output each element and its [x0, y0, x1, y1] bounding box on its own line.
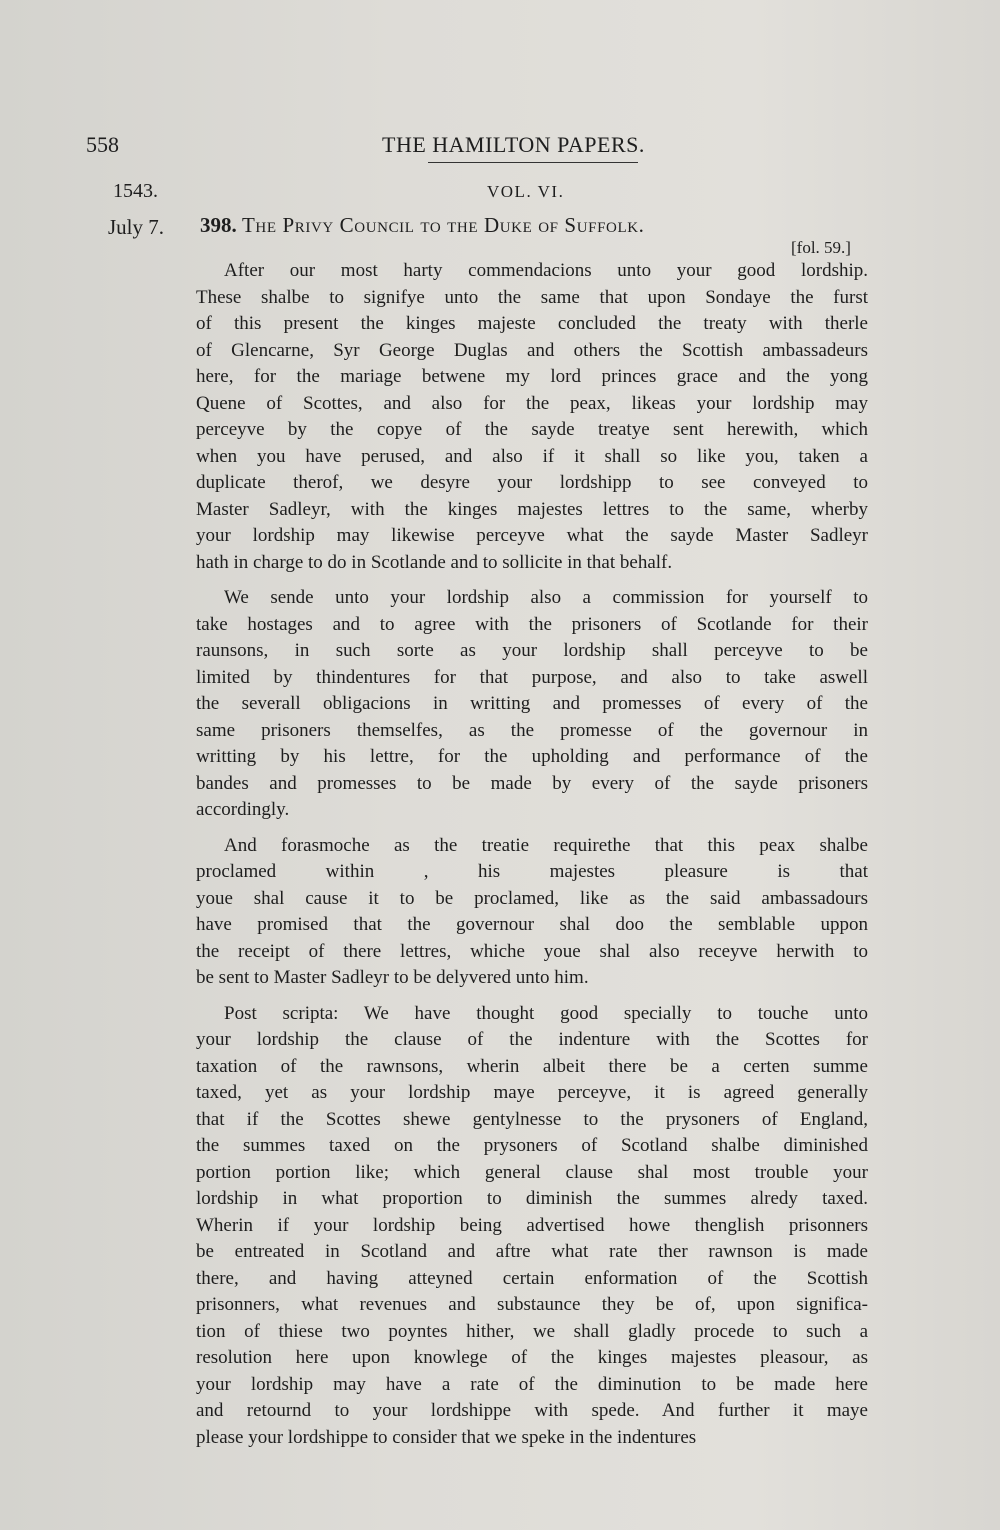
paragraph-gap [196, 992, 868, 1001]
text-line: when you have perused, and also if it shall so like you, taken a [196, 445, 868, 467]
text-line: same prisoners themselfes, as the promesse of the governour in [196, 719, 868, 741]
text-line: take hostages and to agree with the prisoners of Scotlande for their [196, 613, 868, 635]
letter-body [196, 258, 868, 1451]
text-line: taxed, yet as your lordship maye perceyve, it is agreed generally [196, 1082, 868, 1103]
paragraph [196, 833, 868, 992]
paragraph [196, 1001, 868, 1452]
text-line: taxation of the rawnsons, wherin albeit there be a certen summe [196, 1055, 868, 1077]
text-line: hath in charge to do in Scotlande and to sollicite in that behalf. [196, 551, 673, 573]
text-line: your lordship may have a rate of the diminution to be made here [196, 1373, 868, 1395]
text-line: perceyve by the copye of the sayde treatye sent herewith, which [196, 419, 868, 440]
text-line: proclamed within , his majestes pleasure is that [196, 861, 868, 882]
text-line: Quene of Scottes, and also for the peax, likeas your lordship may [196, 392, 868, 414]
text-line: limited by thindentures for that purpose, and also to take aswell [196, 666, 868, 688]
running-title: THE HAMILTON PAPERS. [382, 132, 645, 157]
paragraph-gap [196, 576, 868, 585]
text-line: bandes and promesses to be made by every of the sayde prisoners [196, 772, 868, 794]
volume-label: VOL. VI. [487, 182, 565, 201]
document-title: The Privy Council to the Duke of Suffolk. [242, 213, 645, 237]
text-line: the receipt of there lettres, whiche youe shal also receyve herwith to [196, 940, 868, 962]
page-number: 558 [86, 132, 119, 157]
text-line: prisonners, what revenues and substaunce they be of, upon significa- [196, 1294, 868, 1315]
text-line: here, for the mariage betwene my lord princes grace and the yong [196, 366, 868, 387]
text-line: Wherin if your lordship being advertised howe thenglish prisonners [196, 1214, 868, 1236]
text-line: Post scripta: We have thought good specially to touche unto [224, 1002, 868, 1024]
text-line: writting by his lettre, for the upholding and performance of the [196, 746, 868, 767]
document-heading [200, 213, 645, 238]
text-line: have promised that the governour shal doo the semblable uppon [196, 914, 868, 935]
text-line: After our most harty commendacions unto your good lordship. [224, 260, 868, 281]
paragraph [196, 258, 868, 576]
text-line: accordingly. [196, 799, 290, 820]
text-line: be sent to Master Sadleyr to be delyvered unto him. [196, 967, 589, 988]
text-line: be entreated in Scotland and aftre what rate ther rawnson is made [196, 1241, 868, 1262]
text-line: resolution here upon knowlege of the kinges majestes pleasour, as [196, 1347, 868, 1368]
text-line: tion of thiese two poyntes hither, we shall gladly procede to such a [196, 1320, 868, 1342]
text-line: lordship in what proportion to diminish the summes alredy taxed. [196, 1188, 868, 1209]
text-line: please your lordshippe to consider that we speke in the indentures [196, 1426, 697, 1448]
text-line: there, and having atteyned certain enformation of the Scottish [196, 1267, 868, 1289]
running-head [0, 128, 1000, 168]
year-margin: 1543. [113, 180, 158, 202]
text-line: of this present the kinges majeste concluded the treaty with therle [196, 313, 868, 334]
text-line: raunsons, in such sorte as your lordship shall perceyve to be [196, 640, 868, 661]
text-line: These shalbe to signifye unto the same that upon Sondaye the furst [196, 286, 868, 308]
text-line: the summes taxed on the prysoners of Scotland shalbe diminished [196, 1135, 868, 1156]
text-line: of Glencarne, Syr George Duglas and others the Scottish ambassadeurs [196, 339, 868, 361]
date-margin: July 7. [108, 215, 165, 239]
text-line: and retournd to your lordshippe with spede. And further it maye [196, 1400, 868, 1421]
text-line: Master Sadleyr, with the kinges majestes lettres to the same, wherby [196, 498, 868, 520]
text-line: We sende unto your lordship also a commission for yourself to [224, 587, 868, 608]
header-rule [428, 162, 638, 163]
text-line: youe shal cause it to be proclamed, like as the said ambassadours [196, 887, 868, 909]
text-line: And forasmoche as the treatie requirethe that this peax shalbe [224, 834, 868, 856]
text-line: the severall obligacions in writting and promesses of every of the [196, 693, 868, 714]
document-number: 398. [200, 213, 237, 237]
folio-reference: [fol. 59.] [791, 238, 851, 257]
text-line: your lordship may likewise perceyve what the sayde Master Sadleyr [196, 525, 868, 546]
text-line: that if the Scottes shewe gentylnesse to the prysoners of England, [196, 1108, 868, 1130]
text-line: your lordship the clause of the indenture with the Scottes for [196, 1029, 868, 1050]
text-line: duplicate therof, we desyre your lordshipp to see conveyed to [196, 472, 868, 493]
text-line: portion portion like; which general clause shal most trouble your [196, 1161, 868, 1183]
paragraph-gap [196, 824, 868, 833]
paragraph [196, 585, 868, 824]
